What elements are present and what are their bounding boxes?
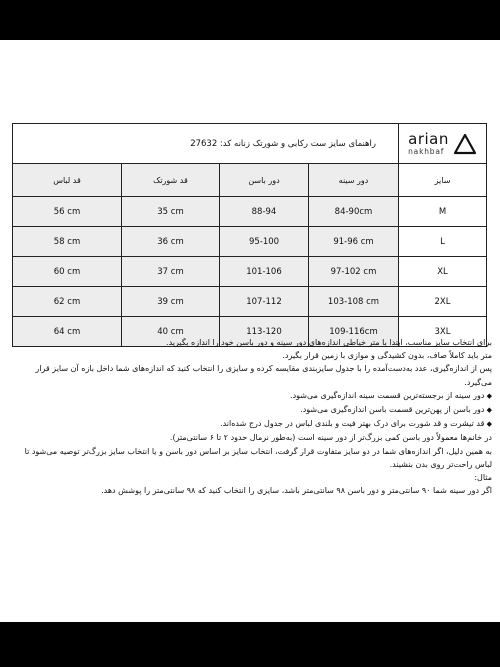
cell-hip: 88-94 [220,197,309,227]
cell-length: 64 cm [13,317,122,347]
note-line: مثال: [474,473,492,483]
cell-length: 58 cm [13,227,122,257]
cell-chest: 91-96 cm [309,227,399,257]
note-bullet: ◆ دور سینه از برجسته‌ترین قسمت سینه اندازه‌گیری می‌شود. [6,389,492,403]
cell-shorts: 36 cm [122,227,220,257]
note-line: پس از اندازه‌گیری، عدد به‌دست‌آمده را با جدول سایزبندی مقایسه کرده و سایزی را انتخاب کنید که اندازه‌های شما داخل بازه آن سایز قرار می‌گیرد. [35,364,492,387]
cell-size: L [399,227,487,257]
table-title: راهنمای سایز ست رکابی و شورتک زنانه کد: 27632 [13,124,399,164]
cell-chest: 97-102 cm [309,257,399,287]
cell-chest: 103-108 cm [309,287,399,317]
note-line: به همین دلیل، اگر اندازه‌های شما در دو سایز متفاوت قرار گرفت، انتخاب سایز بر اساس دور باسن و یا انتخاب سایز بزرگ‌تر توصیه می‌شود تا لباس راحت‌تر روی بدن بنشیند. [24,446,492,469]
size-guide-table [12,123,487,347]
cell-hip: 107-112 [220,287,309,317]
table-row [13,197,487,227]
table-row [13,227,487,257]
note-line: در خانم‌ها معمولاً دور باسن کمی بزرگ‌تر از دور سینه است (به‌طور نرمال حدود ۲ تا ۶ سانتی‌متر). [169,433,492,443]
cell-shorts: 37 cm [122,257,220,287]
table-row [13,287,487,317]
note-line: برای انتخاب سایز مناسب، ابتدا با متر خیاطی اندازه‌های دور سینه و دور باسن خود را اندازه بگیرید. [166,338,492,347]
cell-length: 60 cm [13,257,122,287]
cell-size: M [399,197,487,227]
cell-length: 56 cm [13,197,122,227]
logo-cell [399,124,487,164]
cell-chest: 109-116cm [309,317,399,347]
header-row [13,164,487,197]
table-row [13,257,487,287]
header-hip: دور باسن [220,164,309,197]
header-length: قد لباس [13,164,122,197]
cell-chest: 84-90cm [309,197,399,227]
header-shorts: قد شورتک [122,164,220,197]
cell-hip: 113-120 [220,317,309,347]
cell-shorts: 39 cm [122,287,220,317]
table-title-row [13,124,487,164]
cell-hip: 95-100 [220,227,309,257]
brand-logo [399,129,486,156]
cell-hip: 101-106 [220,257,309,287]
cell-length: 62 cm [13,287,122,317]
cell-size: XL [399,257,487,287]
cell-size: 2XL [399,287,487,317]
logo-sub: nakhbaf [408,146,445,156]
note-line: متر باید کاملاً صاف، بدون کشیدگی و موازی با زمین قرار بگیرد. [282,351,492,361]
size-guide-notes [6,336,492,497]
size-guide-page [0,40,500,622]
cell-shorts: 35 cm [122,197,220,227]
logo-name: arian [408,129,449,148]
header-chest: دور سینه [309,164,399,197]
note-bullet: ◆ دور باسن از پهن‌ترین قسمت باسن اندازه‌گیری می‌شود. [6,403,492,417]
cell-size: 3XL [399,317,487,347]
note-bullet: ◆ قد تیشرت و قد شورت برای درک بهتر فیت و بلندی لباس در جدول درج شده‌اند. [6,417,492,431]
cell-shorts: 40 cm [122,317,220,347]
note-line: اگر دور سینه شما ۹۰ سانتی‌متر و دور باسن ۹۸ سانتی‌متر باشد، سایزی را انتخاب کنید که ۹۸ سانتی‌متر را پوشش دهد. [101,486,492,496]
logo-triangle-icon [453,133,477,155]
header-size: سایز [399,164,487,197]
